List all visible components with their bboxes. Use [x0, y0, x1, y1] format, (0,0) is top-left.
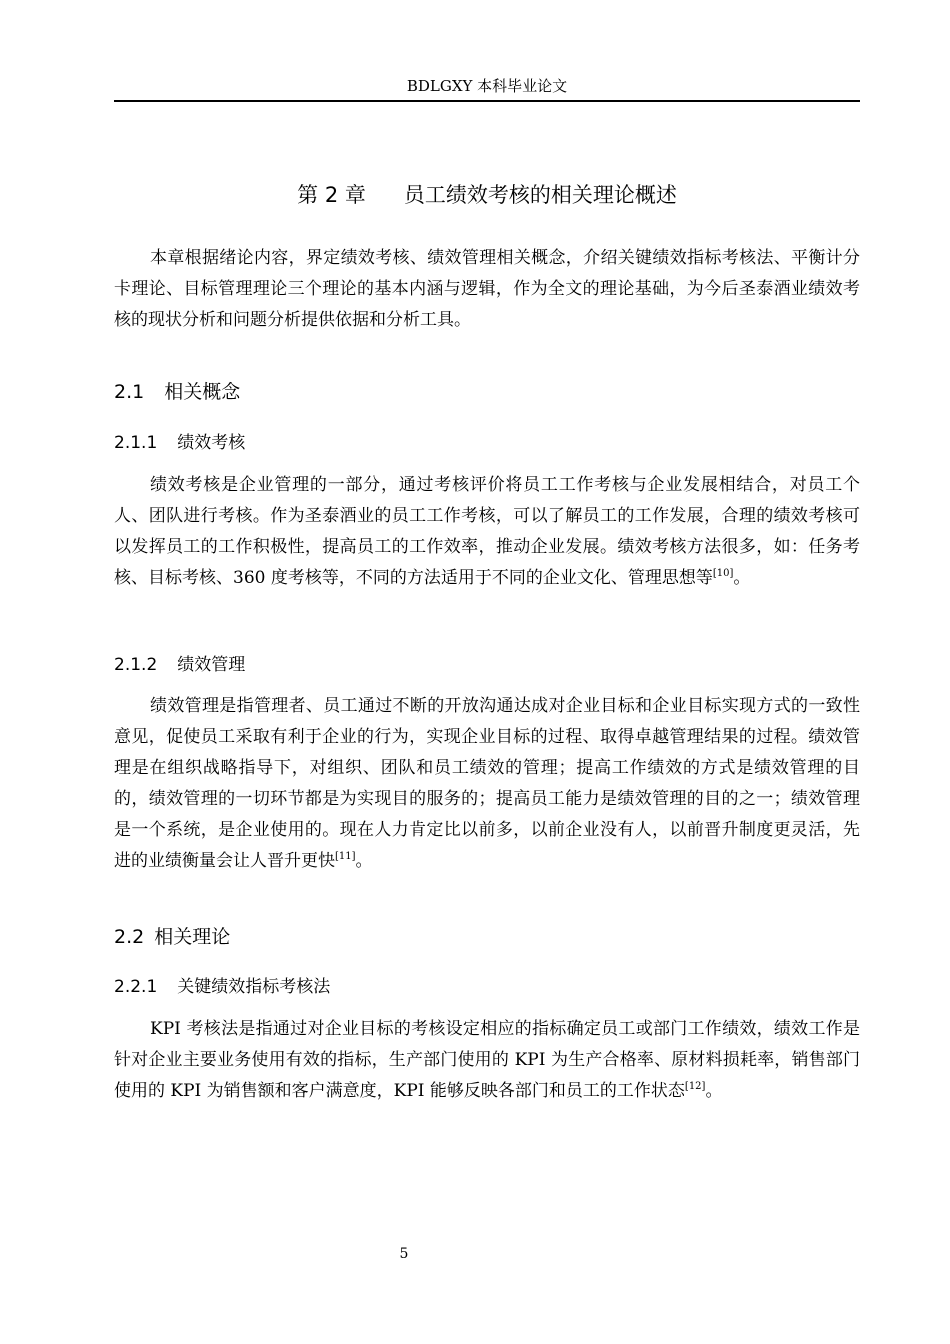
page-header: BDLGXY 本科毕业论文 — [406, 77, 568, 95]
chapter-title — [114, 180, 860, 210]
citation: [10] — [712, 568, 734, 579]
section-number: 2.1.1 — [114, 433, 158, 453]
kpi-paragraph — [114, 1014, 860, 1107]
section-number: 2.2.1 — [114, 977, 158, 997]
section-number: 2.2 — [114, 926, 145, 948]
section-number: 2.1.2 — [114, 655, 158, 675]
paragraph-text: 绩效考核是企业管理的一部分，通过考核评价将员工工作考核与企业发展相结合，对员工个人、团队进行考核。作为圣泰酒业的员工工作考核，可以了解员工的工作发展，合理的绩效考核可以发挥员工的工作积极性，提高员工的工作效率，推动企业发展。绩效考核方法很多，如：任务考核、目标考核、360 度考核等，不同的方法适用于不同的企业文化、管理思想等 — [114, 475, 860, 588]
section-2-2-1-heading — [114, 974, 330, 1000]
page-number: 5 — [399, 1246, 409, 1262]
section-title: 相关理论 — [154, 926, 231, 948]
section-2-1-1-heading — [114, 430, 245, 456]
section-title: 关键绩效指标考核法 — [177, 977, 331, 997]
section-2-1-heading — [114, 378, 240, 406]
section-title: 相关概念 — [164, 381, 241, 403]
paragraph-end: 。 — [733, 568, 751, 588]
chapter-title-text: 员工绩效考核的相关理论概述 — [403, 183, 677, 207]
section-title: 绩效考核 — [177, 433, 246, 453]
performance-appraisal-paragraph — [114, 470, 860, 594]
header-rule — [114, 100, 860, 102]
section-number: 2.1 — [114, 381, 145, 403]
chapter-intro: 本章根据绪论内容，界定绩效考核、绩效管理相关概念，介绍关键绩效指标考核法、平衡计分卡理论、目标管理理论三个理论的基本内涵与逻辑，作为全文的理论基础，为今后圣泰酒业绩效考核的现状分析和问题分析提供依据和分析工具。 — [114, 248, 860, 330]
performance-management-paragraph — [114, 691, 860, 877]
section-2-2-heading — [114, 923, 230, 951]
paragraph-end: 。 — [355, 851, 373, 871]
section-2-1-2-heading — [114, 652, 245, 678]
paragraph-text: KPI 考核法是指通过对企业目标的考核设定相应的指标确定员工或部门工作绩效，绩效工作是针对企业主要业务使用有效的指标，生产部门使用的 KPI 为生产合格率、原材料损耗率，销售部门使用的 KPI 为销售额和客户满意度，KPI 能够反映各部门和员工的工作状态 — [114, 1019, 860, 1101]
paragraph-end: 。 — [705, 1081, 723, 1101]
citation: [11] — [335, 851, 356, 862]
citation: [12] — [684, 1081, 706, 1092]
paragraph-text: 绩效管理是指管理者、员工通过不断的开放沟通达成对企业目标和企业目标实现方式的一致性意见，促使员工采取有利于企业的行为，实现企业目标的过程、取得卓越管理结果的过程。绩效管理是在组织战略指导下，对组织、团队和员工绩效的管理；提高工作绩效的方式是绩效管理的目的，绩效管理的一切环节都是为实现目的服务的；提高员工能力是绩效管理的目的之一；绩效管理是一个系统，是企业使用的。现在人力肯定比以前多，以前企业没有人，以前晋升制度更灵活，先进的业绩衡量会让人晋升更快 — [114, 696, 860, 871]
chapter-number: 第 2 章 — [297, 183, 366, 207]
section-title: 绩效管理 — [177, 655, 246, 675]
